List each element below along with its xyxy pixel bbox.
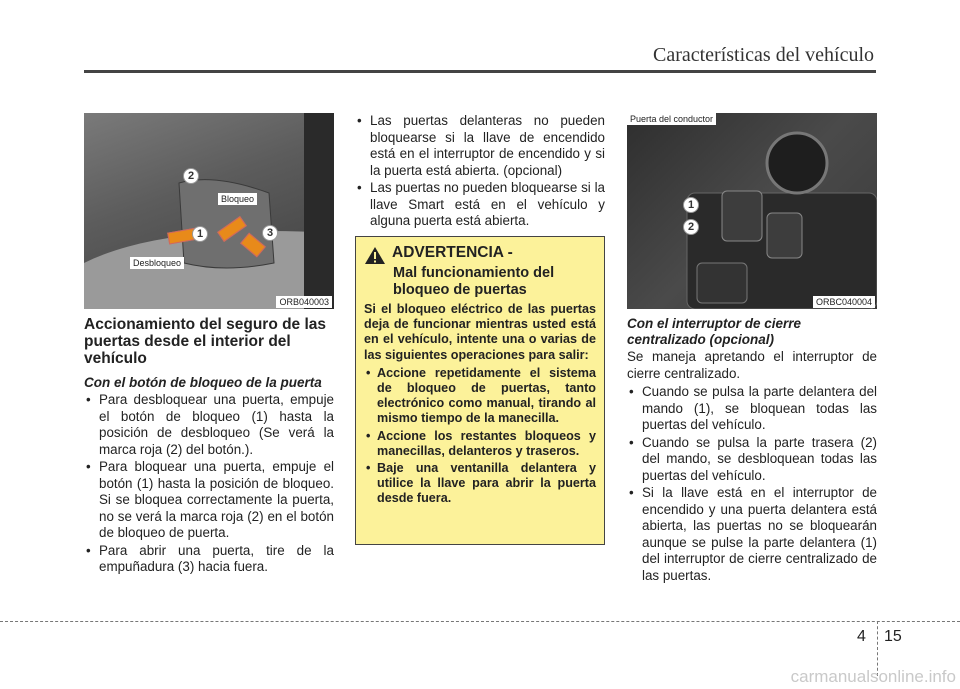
subheading: Con el interruptor de cierre centralizado (opcional) — [627, 316, 802, 347]
callout-2: 2 — [683, 219, 699, 235]
bullet-list — [84, 392, 334, 576]
switch-panel-illustration — [627, 113, 877, 309]
callout-1: 1 — [192, 226, 208, 242]
list-item: • Si la llave está en el interruptor de encendido y una puerta delantera está abierta, las puertas no se bloquearán aunque se pulse la parte delantera (1) del interruptor de cierre centralizado de las puertas. — [627, 485, 877, 584]
bullet-list — [355, 113, 605, 230]
list-item: • Las puertas no pueden bloquearse si la llave Smart está en el vehículo y alguna puerta está abierta. — [355, 180, 605, 230]
warning-box — [355, 236, 605, 545]
warning-title: ADVERTENCIA - — [392, 244, 513, 261]
callout-1: 1 — [683, 197, 699, 213]
list-item: • Accione repetidamente el sistema de bloqueo de puertas, tanto electrónico como manual, tirando al mismo tiempo de la manecilla. — [364, 366, 596, 427]
bullet-list — [627, 384, 877, 584]
list-item: • Accione los restantes bloqueos y manecillas, delanteros y traseros. — [364, 429, 596, 459]
list-item: • Las puertas delanteras no pueden bloquearse si la llave de encendido está en el interruptor de encendido y si la puerta está abierta. (opcional) — [355, 113, 605, 179]
list-item: • Para bloquear una puerta, empuje el botón (1) hasta la posición de bloqueo. Si se bloquea correctamente la puerta, no se verá la marca roja (2) en el botón de bloqueo de puerta. — [84, 459, 334, 542]
warning-intro: Si el bloqueo eléctrico de las puertas deja de funcionar mientras usted está en el vehículo, intente una o varias de las siguientes operaciones para salir: — [364, 302, 596, 362]
warning-icon — [364, 246, 386, 265]
list-item: • Cuando se pulsa la parte delantera del mando (1), se bloquean todas las puertas del vehículo. — [627, 384, 877, 434]
column-left — [84, 316, 334, 577]
door-lock-figure — [84, 113, 334, 309]
central-lock-switch-figure — [627, 113, 877, 309]
figure-code: ORB040003 — [276, 296, 332, 308]
column-middle — [355, 113, 605, 231]
chapter-number: 4 — [857, 628, 866, 645]
list-item: • Para abrir una puerta, tire de la empuñadura (3) hacia fuera. — [84, 543, 334, 576]
label-lock: Bloqueo — [218, 193, 257, 205]
callout-2: 2 — [183, 168, 199, 184]
callout-3: 3 — [262, 225, 278, 241]
list-item: • Baje una ventanilla delantera y utilice la llave para abrir la puerta desde fuera. — [364, 461, 596, 507]
footer-rule — [0, 621, 960, 622]
figure-caption: Puerta del conductor — [627, 113, 716, 125]
subheading: Con el botón de bloqueo de la puerta — [84, 375, 322, 390]
intro-paragraph: Se maneja apretando el interruptor de cierre centralizado. — [627, 349, 877, 381]
warning-list — [364, 366, 596, 507]
list-item: • Cuando se pulsa la parte trasera (2) del mando, se desbloquean todas las puertas del vehículo. — [627, 435, 877, 485]
column-right — [627, 316, 877, 585]
figure-code: ORBC040004 — [813, 296, 875, 308]
page-header-title: Características del vehículo — [652, 44, 874, 66]
label-unlock: Desbloqueo — [130, 257, 184, 269]
list-item: • Para desbloquear una puerta, empuje el botón de bloqueo (1) hasta la posición de desbloqueo (Se verá la marca roja (2) del botón.). — [84, 392, 334, 458]
header-rule — [84, 70, 876, 73]
door-panel-illustration — [84, 113, 334, 309]
page-number: 15 — [884, 628, 902, 645]
watermark: carmanualsonline.info — [790, 667, 956, 686]
warning-subtitle: Mal funcionamiento del bloqueo de puertas — [393, 265, 555, 298]
section-heading: Accionamiento del seguro de las puertas desde el interior del vehículo — [84, 316, 327, 367]
